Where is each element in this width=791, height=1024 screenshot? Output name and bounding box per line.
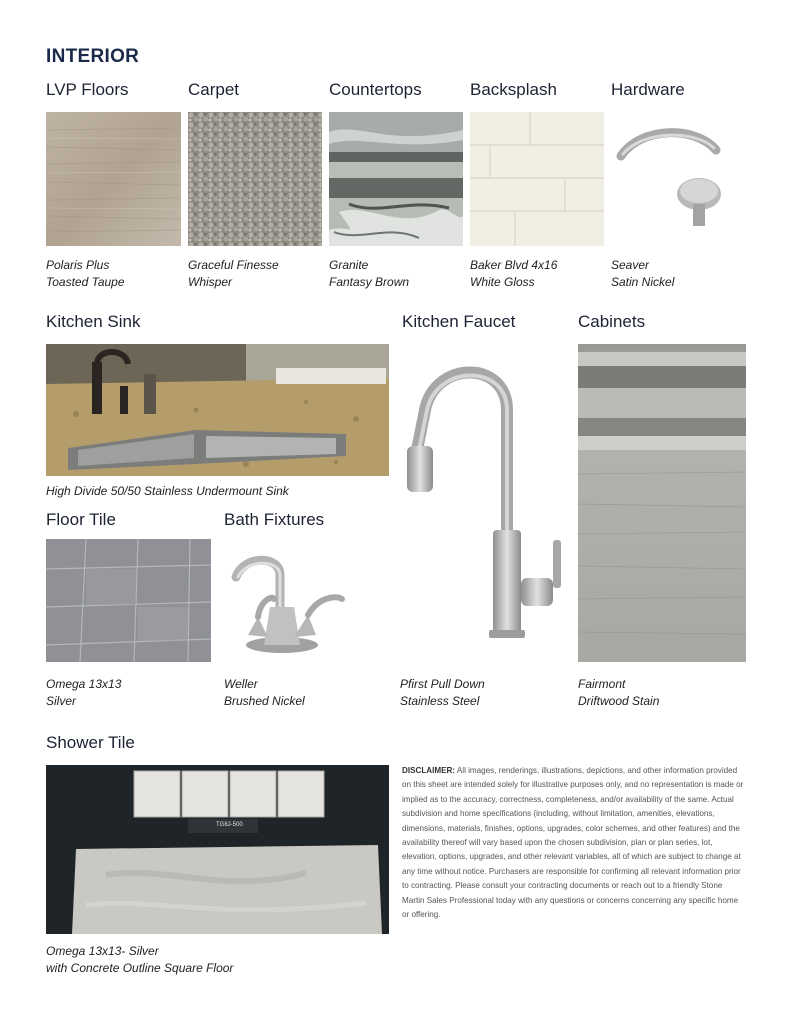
cabinets-swatch	[578, 344, 746, 662]
disclaimer	[402, 764, 747, 922]
lvp-floors-caption: Polaris Plus Toasted Taupe	[46, 258, 125, 289]
countertops-heading: Countertops	[329, 80, 422, 99]
disclaimer-text: All images, renderings, illustrations, depictions, and other information provided on this sheet are intended solely for illustrative purposes only, and no representation is made or implied as to the accuracy, correctness, completeness, and/or availability of the same. Actual subdivision and home specifications (including, without limitation, amenities, elevations, dimensions, materials, finishes, options, upgrades, color schemes, and other features) and the availability thereof will vary based upon the chosen subdivision, plan or plan series, lot, elevation, options, upgrades, and other relevant variables, all of which are subject to change at any time without notice. Purchasers are responsible for confirming all relevant information prior to contracting. Please consult your contracting documents or reach out to a friendly Stone Martin Sales Professional today with any questions or concerns concerning any specific home or offering.	[402, 766, 744, 920]
backsplash-caption: Baker Blvd 4x16 White Gloss	[470, 258, 558, 289]
kitchen-sink-heading: Kitchen Sink	[46, 312, 141, 331]
lvp-floors-swatch	[46, 112, 181, 246]
shower-tile-heading: Shower Tile	[46, 733, 135, 752]
kitchen-sink-photo	[46, 344, 389, 476]
shower-tile-sample-label: TG8J-500	[216, 822, 243, 828]
disclaimer-label: DISCLAIMER:	[402, 766, 456, 775]
carpet-caption: Graceful Finesse Whisper	[188, 258, 279, 289]
bath-fixtures-image	[224, 545, 364, 665]
bath-fixtures-heading: Bath Fixtures	[224, 510, 325, 529]
cabinets-caption: Fairmont Driftwood Stain	[578, 677, 660, 708]
kitchen-sink-caption: High Divide 50/50 Stainless Undermount Sink	[46, 484, 289, 498]
hardware-caption: Seaver Satin Nickel	[611, 258, 675, 289]
countertops-swatch	[329, 112, 463, 246]
backsplash-swatch	[470, 112, 604, 246]
bath-fixtures-caption: Weller Brushed Nickel	[224, 677, 305, 708]
lvp-floors-heading: LVP Floors	[46, 80, 129, 99]
floor-tile-heading: Floor Tile	[46, 510, 116, 529]
kitchen-faucet-caption: Pfirst Pull Down Stainless Steel	[400, 677, 485, 708]
floor-tile-swatch	[46, 539, 211, 662]
hardware-heading: Hardware	[611, 80, 685, 99]
kitchen-faucet-heading: Kitchen Faucet	[402, 312, 516, 331]
page-title: INTERIOR	[46, 46, 140, 67]
shower-tile-caption: Omega 13x13- Silver with Concrete Outline Square Floor	[46, 944, 234, 975]
countertops-caption: Granite Fantasy Brown	[329, 258, 410, 289]
carpet-heading: Carpet	[188, 80, 240, 99]
carpet-swatch	[188, 112, 322, 246]
floor-tile-caption: Omega 13x13 Silver	[46, 677, 122, 708]
hardware-image	[611, 112, 745, 246]
kitchen-faucet-image	[395, 350, 575, 660]
backsplash-heading: Backsplash	[470, 80, 557, 99]
shower-tile-photo	[46, 765, 389, 934]
cabinets-heading: Cabinets	[578, 312, 646, 331]
